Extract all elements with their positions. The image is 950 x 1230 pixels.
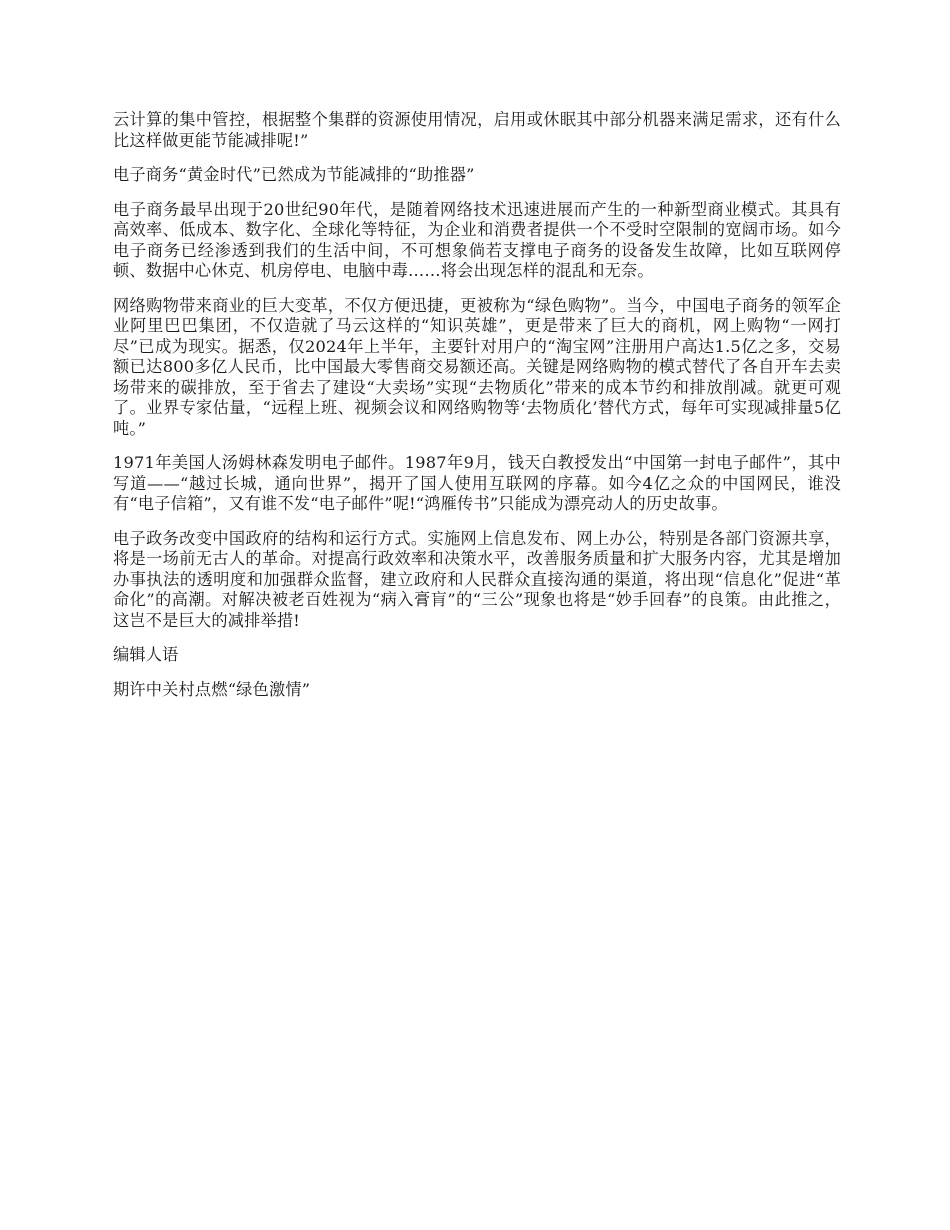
paragraph-online-shopping: 网络购物带来商业的巨大变革，不仅方便迅捷，更被称为“绿色购物”。当今，中国电子商务的领军企业阿里巴巴集团，不仅造就了马云这样的“知识英雄”，更是带来了巨大的商机，网上购物“一网打尽”已成为现实。据悉，仅2024年上半年，主要针对用户的“淘宝网”注册用户高达1.5亿之多，交易额已达800多亿人民币，比中国最大零售商交易额还高。关键是网络购物的模式替代了各自开车去卖场带来的碳排放，至于省去了建设“大卖场”实现“去物质化”带来的成本节约和排放削减。就更可观了。业界专家估量，“远程上班、视频会议和网络购物等‘去物质化’替代方式，每年可实现减排量5亿吨。” — [113, 295, 841, 438]
paragraph-email-history: 1971年美国人汤姆林森发明电子邮件。1987年9月，钱天白教授发出“中国第一封电子邮件”，其中写道——“越过长城，通向世界”，揭开了国人使用互联网的序幕。如今4亿之众的中国网民，谁没有“电子信箱”，又有谁不发“电子邮件”呢!“鸿雁传书”只能成为漂亮动人的历史故事。 — [113, 453, 841, 513]
section-heading-ecommerce: 电子商务“黄金时代”已然成为节能减排的“助推器” — [113, 165, 475, 184]
paragraph-e-government: 电子政务改变中国政府的结构和运行方式。实施网上信息发布、网上办公，特别是各部门资源共享，将是一场前无古人的革命。对提高行政效率和决策水平，改善服务质量和扩大服务内容，尤其是增加办事执法的透明度和加强群众监督，建立政府和人民群众直接沟通的渠道，将出现“信息化”促进“革命化”的高潮。对解决被老百姓视为“病入膏肓”的“三公”现象也将是“妙手回春”的良策。由此推之，这岂不是巨大的减排举措! — [113, 528, 841, 630]
document-body — [113, 110, 841, 714]
paragraph-cloud-computing: 云计算的集中管控，根据整个集群的资源使用情况，启用或休眠其中部分机器来满足需求，还有什么比这样做更能节能减排呢!” — [113, 110, 841, 150]
paragraph-ecommerce-origin: 电子商务最早出现于20世纪90年代，是随着网络技术迅速进展而产生的一种新型商业模式。其具有高效率、低成本、数字化、全球化等特征，为企业和消费者提供一个不受时空限制的宽阔市场。如今电子商务已经渗透到我们的生活中间，不可想象倘若支撑电子商务的设备发生故障，比如互联网停顿、数据中心休克、机房停电、电脑中毒……将会出现怎样的混乱和无奈。 — [113, 199, 841, 280]
closing-heading: 期许中关村点燃“绿色激情” — [113, 679, 311, 699]
editor-note-heading: 编辑人语 — [113, 645, 179, 664]
